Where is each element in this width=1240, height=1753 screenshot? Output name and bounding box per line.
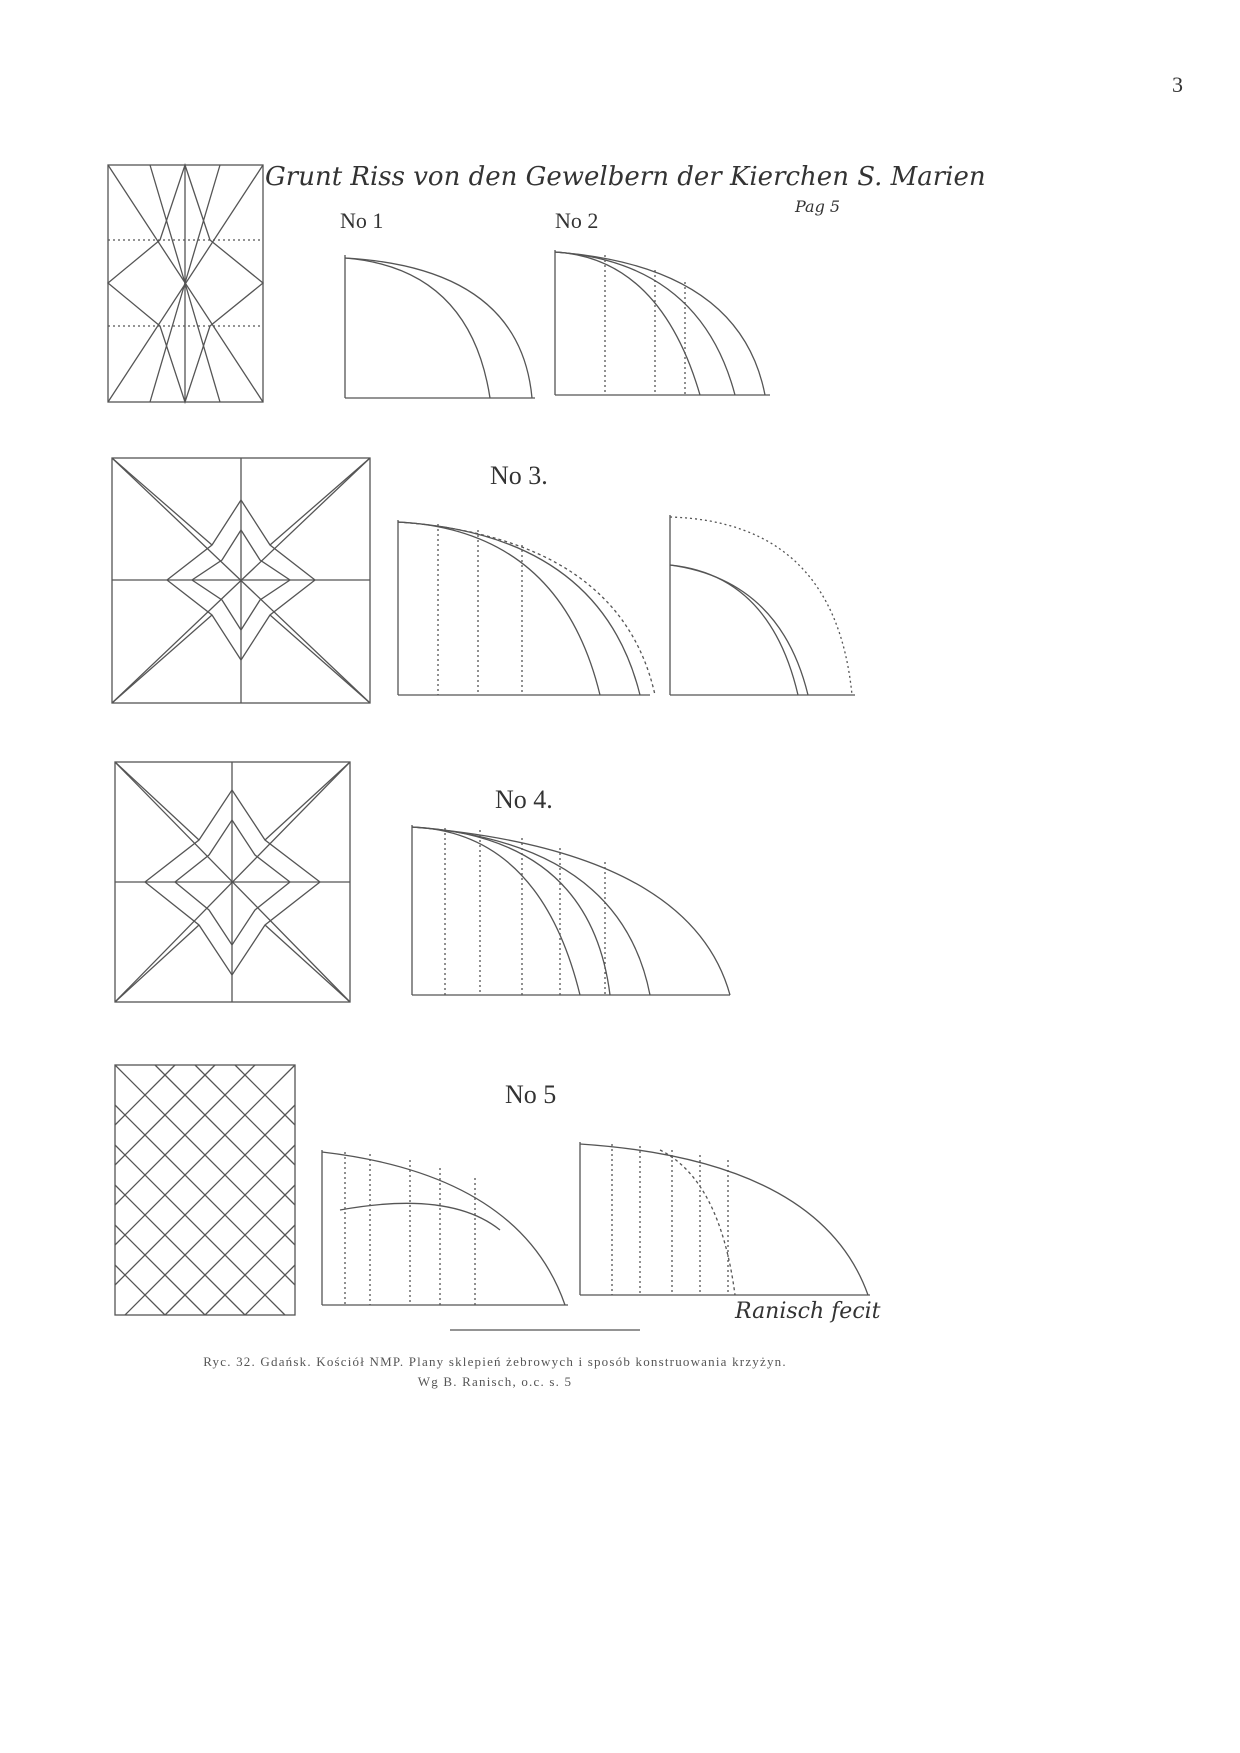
figure-label-no1: No 1 (340, 208, 384, 233)
plate-heading: Grunt Riss von den Gewelbern der Kierchen S. Marien (265, 162, 986, 192)
diagram-no3-right (670, 515, 855, 695)
plan-5-vault (115, 1065, 295, 1315)
diagram-no3-left (398, 520, 655, 695)
figure-label-no5: No 5 (505, 1080, 557, 1109)
caption-line-1: Ryc. 32. Gdańsk. Kościół NMP. Plany sklepień żebrowych i sposób konstruowania krzyżyn. (203, 1354, 787, 1369)
figure-label-no2: No 2 (555, 208, 599, 233)
diagram-no4 (412, 825, 730, 995)
diagram-no5-left (322, 1150, 568, 1305)
caption-line-2: Wg B. Ranisch, o.c. s. 5 (417, 1374, 573, 1389)
page-number: 3 (1172, 72, 1183, 97)
diagram-no1 (345, 255, 535, 398)
plan-4-vault (115, 762, 350, 1002)
plan-3-vault (112, 458, 370, 703)
diagram-no5-right (580, 1142, 870, 1295)
plate-page-mark: Pag 5 (795, 197, 841, 216)
figure-label-no4: No 4. (495, 785, 553, 814)
diagram-no2 (555, 250, 770, 395)
figure-caption (100, 1352, 890, 1392)
plan-1-vault (108, 165, 263, 402)
plate-signature: Ranisch fecit (735, 1299, 881, 1324)
figure-label-no3: No 3. (490, 461, 548, 490)
